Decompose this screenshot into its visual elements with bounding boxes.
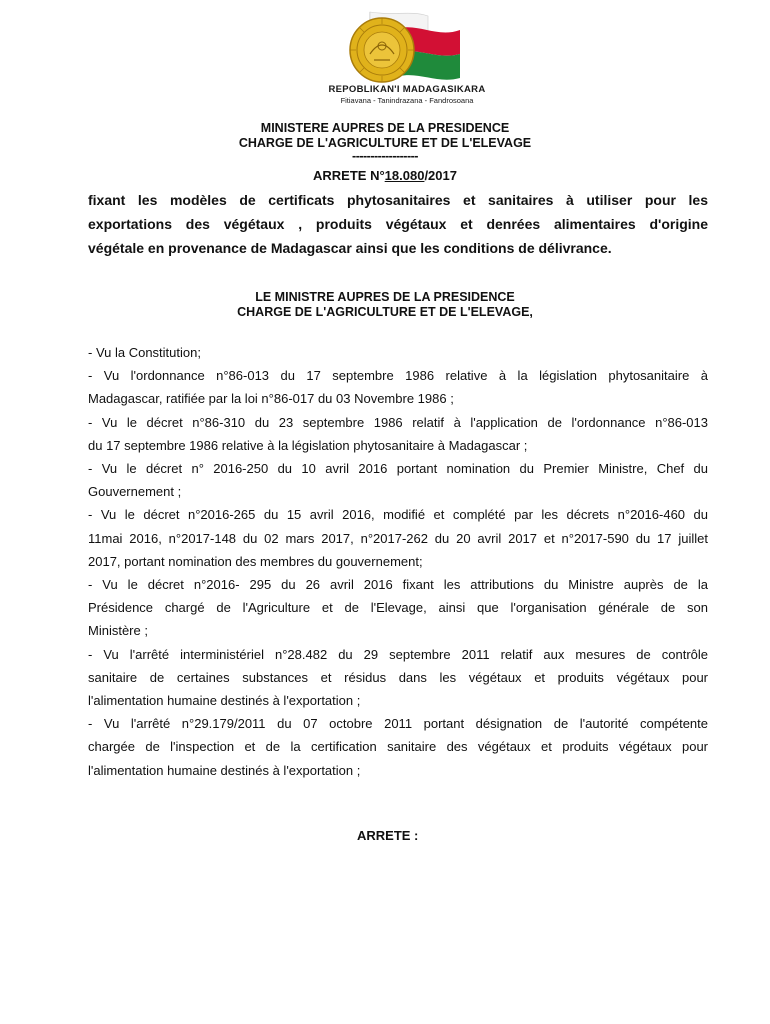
ministry-line-2: CHARGE DE L'AGRICULTURE ET DE L'ELEVAGE [238, 136, 532, 150]
arrete-prefix: ARRETE N° [313, 168, 385, 183]
visa-line: Ministère ; [88, 623, 148, 639]
arrete-number: 18.080 [384, 168, 425, 183]
visa-line: - Vu l'arrêté n°29.179/2011 du 07 octobre 2011 portant désignation de l'autorité compétente [88, 716, 708, 732]
arrete-year: /2017 [424, 168, 457, 183]
visa-line: l'alimentation humaine destinés à l'exportation ; [88, 693, 361, 709]
visa-line: Présidence chargé de l'Agriculture et de l'Elevage, ainsi que l'organisation générale de son [88, 600, 708, 616]
arrete-number-line [0, 168, 770, 183]
visa-line: - Vu l'ordonnance n°86-013 du 17 septembre 1986 relative à la législation phytosanitaire à [88, 368, 708, 384]
visa-line: - Vu la Constitution; [88, 345, 201, 360]
republic-emblem [300, 8, 512, 104]
visa-line: Gouvernement ; [88, 484, 182, 500]
visa-line: 2017, portant nomination des membres du gouvernement; [88, 553, 423, 569]
minister-line-1: LE MINISTRE AUPRES DE LA PRESIDENCE [255, 290, 515, 304]
visa-line: - Vu le décret n° 2016-250 du 10 avril 2016 portant nomination du Premier Ministre, Chef du [88, 461, 708, 477]
visa-line: l'alimentation humaine destinés à l'exportation ; [88, 762, 361, 778]
visa-line: 11mai 2016, n°2017-148 du 02 mars 2017, n°2017-262 du 20 avril 2017 et n°2017-590 du 17 juillet [88, 530, 708, 546]
header-separator: ------------------ [352, 149, 418, 163]
coat-of-arms-icon [300, 8, 512, 88]
subject-line: fixant les modèles de certificats phytosanitaires et sanitaires à utiliser pour les [88, 192, 708, 208]
visa-line: sanitaire de certaines substances et résidus dans les végétaux et produits végétaux pour [88, 669, 708, 685]
subject-line: végétale en provenance de Madagascar ainsi que les conditions de délivrance. [88, 240, 612, 256]
arrete-subject [88, 188, 708, 260]
republic-motto: Fitiavana - Tanindrazana - Fandrosoana [340, 96, 474, 105]
republic-name: REPOBLIKAN'I MADAGASIKARA [328, 84, 486, 95]
visas-list [88, 341, 708, 782]
visa-line: - Vu le décret n°2016- 295 du 26 avril 2016 fixant les attributions du Ministre auprès de la [88, 577, 708, 593]
minister-line-2: CHARGE DE L'AGRICULTURE ET DE L'ELEVAGE, [237, 305, 533, 319]
decision-heading: ARRETE : [357, 828, 419, 843]
visa-line: - Vu le décret n°86-310 du 23 septembre 1986 relatif à l'application de l'ordonnance n°86-013 [88, 414, 708, 430]
visa-line: du 17 septembre 1986 relative à la législation phytosanitaire à Madagascar ; [88, 437, 528, 453]
visa-line: - Vu le décret n°2016-265 du 15 avril 2016, modifié et complété par les décrets n°2016-460 du [88, 507, 708, 523]
visa-line: chargée de l'inspection et de la certification sanitaire des végétaux et produits végétaux pour [88, 739, 708, 755]
visa-line: Madagascar, ratifiée par la loi n°86-017 du 03 Novembre 1986 ; [88, 391, 454, 407]
ministry-line-1: MINISTERE AUPRES DE LA PRESIDENCE [260, 121, 510, 135]
subject-line: exportations des végétaux , produits végétaux et denrées alimentaires d'origine [88, 216, 708, 232]
visa-line: - Vu l'arrêté interministériel n°28.482 du 29 septembre 2011 relatif aux mesures de contrôle [88, 646, 708, 662]
